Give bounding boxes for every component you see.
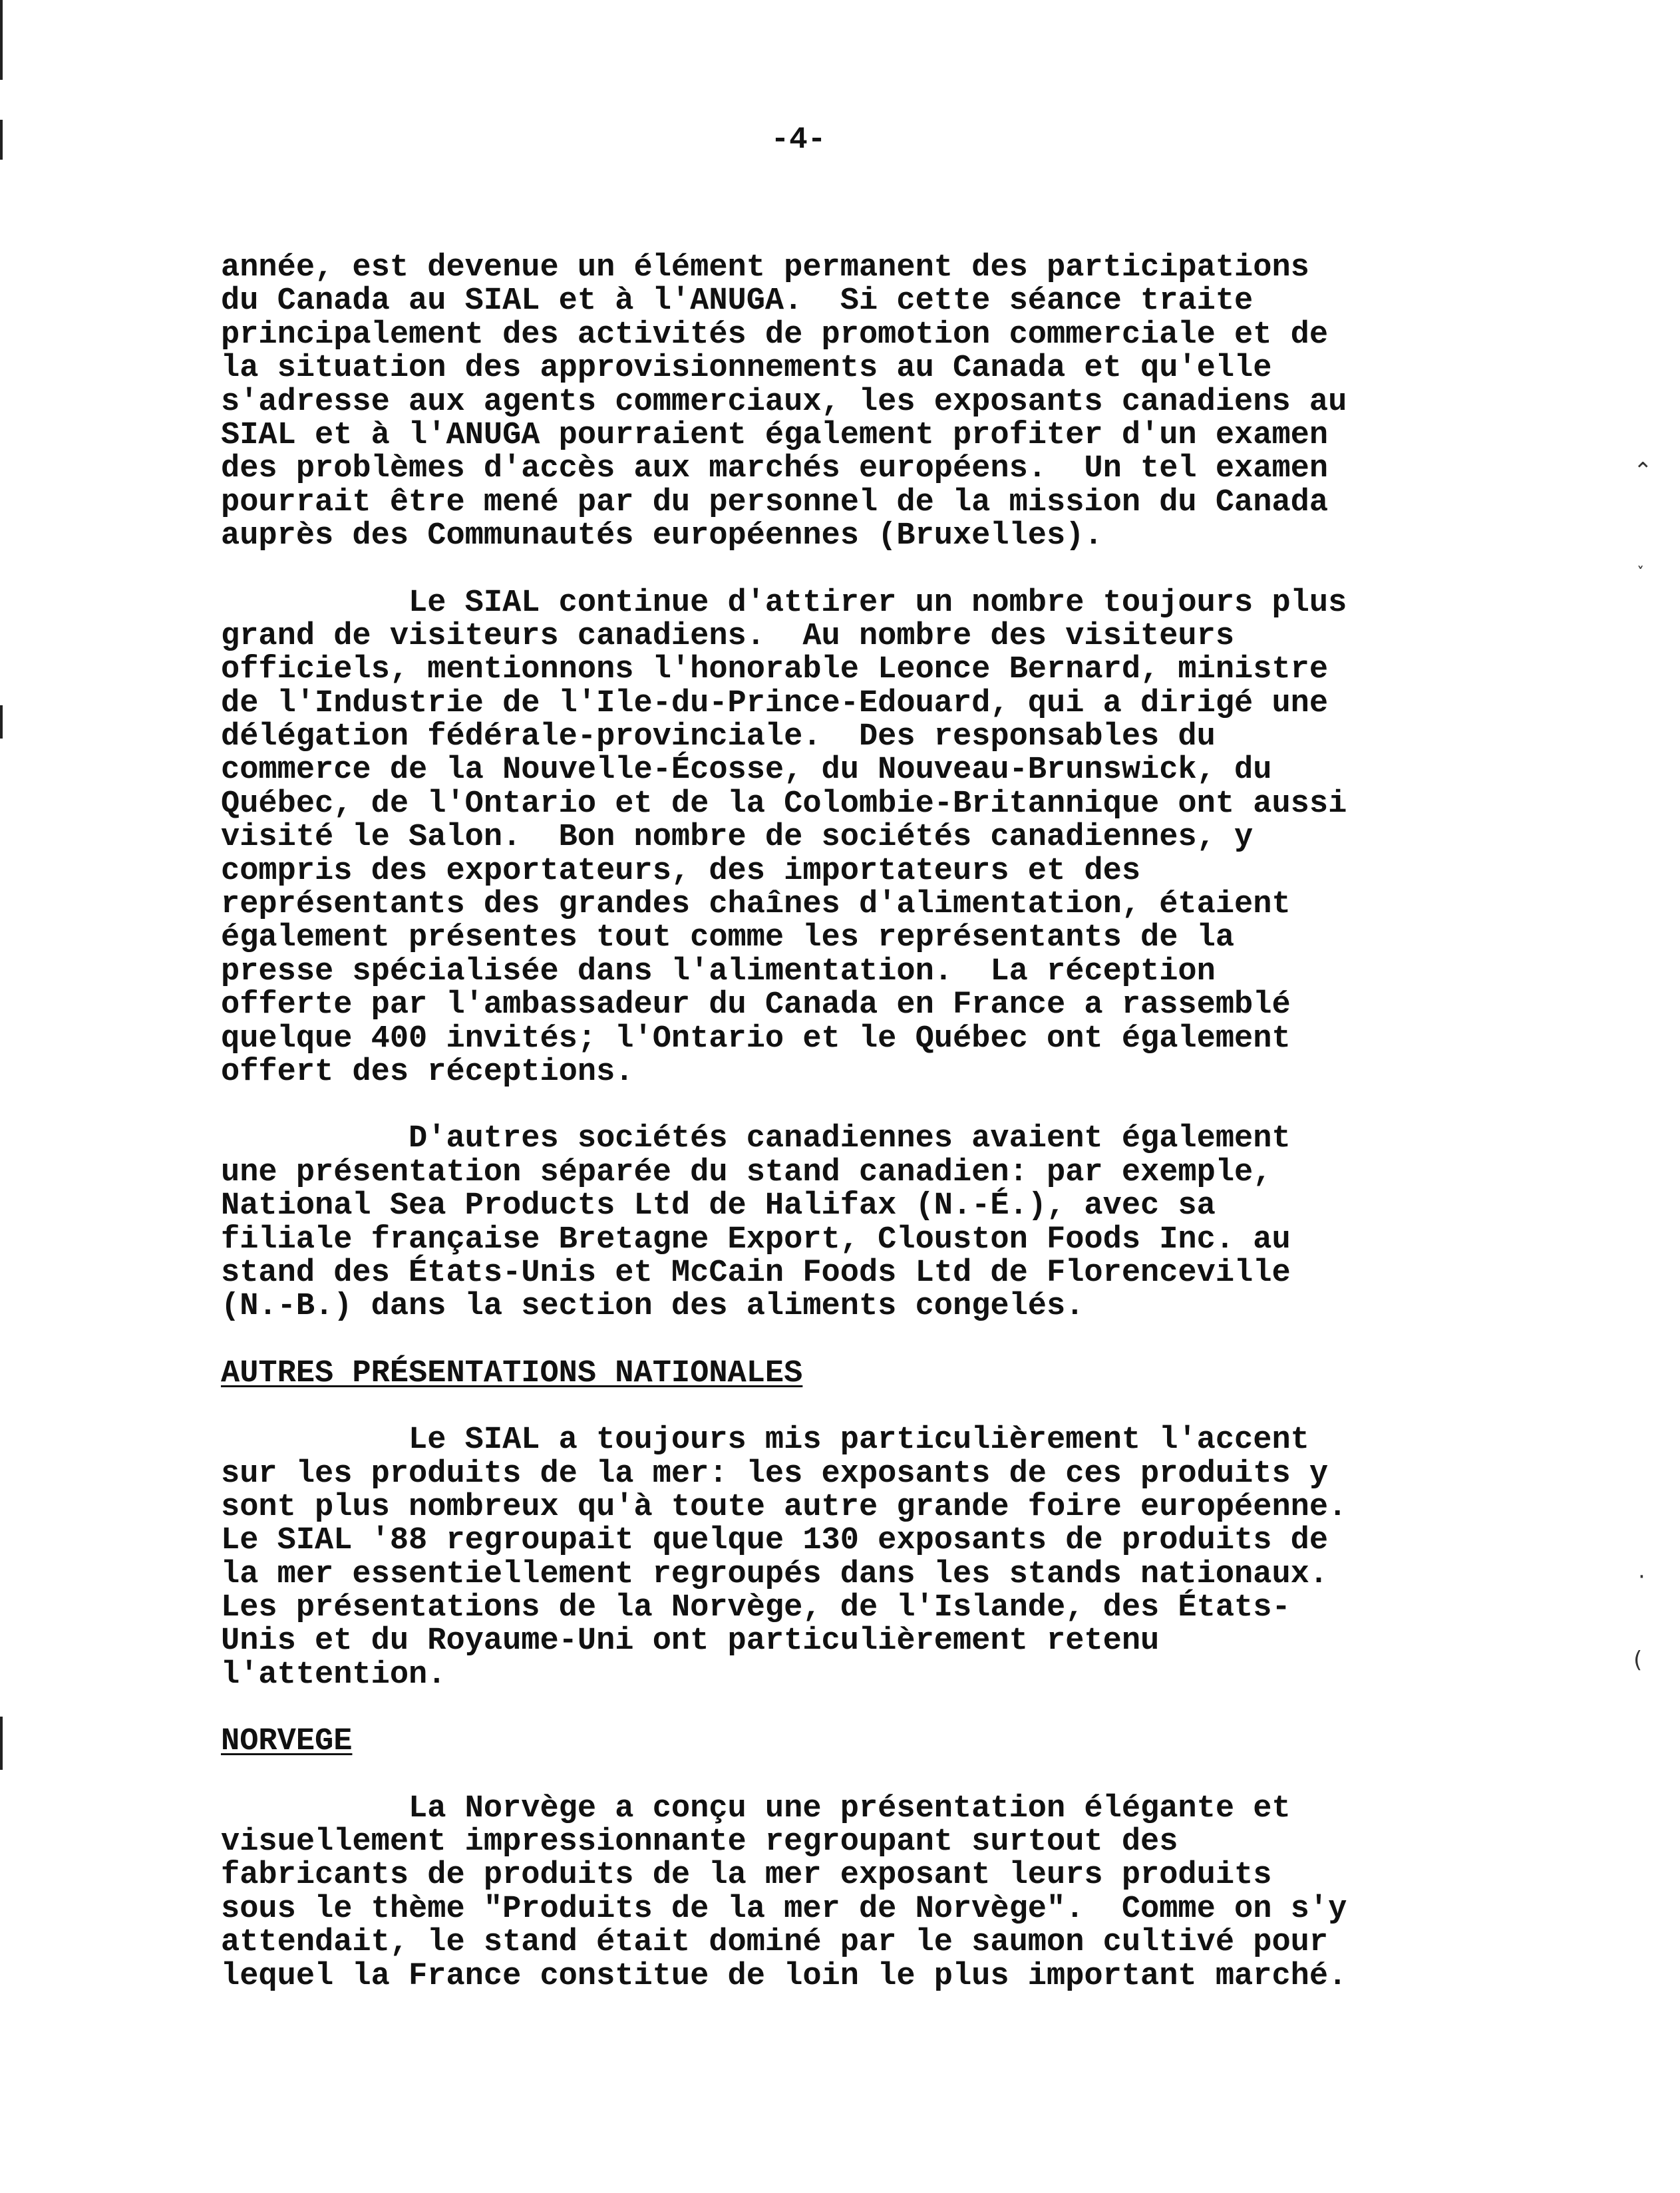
text-line: La Norvège a conçu une présentation élégante et <box>221 1790 1291 1826</box>
paragraph <box>221 1424 1412 1692</box>
section-heading-row <box>221 1725 1412 1759</box>
text-line: offert des réceptions. <box>221 1054 634 1090</box>
paragraph <box>221 1122 1412 1323</box>
margin-speck-icon: ( <box>1633 1647 1643 1673</box>
scan-edge-mark <box>0 705 3 739</box>
text-line: une présentation séparée du stand canadien: par exemple, <box>221 1154 1272 1190</box>
text-line: lequel la France constitue de loin le plus important marché. <box>221 1958 1347 1994</box>
text-line: offerte par l'ambassadeur du Canada en France a rassemblé <box>221 987 1291 1023</box>
text-line: année, est devenue un élément permanent des participations <box>221 250 1309 285</box>
text-line: Le SIAL a toujours mis particulièrement l'accent <box>221 1423 1309 1458</box>
margin-speck-icon: · <box>1638 1564 1645 1590</box>
text-line: presse spécialisée dans l'alimentation. La réception <box>221 953 1216 989</box>
text-line: Unis et du Royaume-Uni ont particulièrement retenu <box>221 1623 1160 1659</box>
text-line: représentants des grandes chaînes d'alimentation, étaient <box>221 887 1291 923</box>
text-line: officiels, mentionnons l'honorable Leonce Bernard, ministre <box>221 652 1329 688</box>
text-line: sous le thème "Produits de la mer de Norvège". Comme on s'y <box>221 1891 1347 1927</box>
paragraph <box>221 587 1412 1090</box>
text-line: SIAL et à l'ANUGA pourraient également profiter d'un examen <box>221 417 1329 453</box>
text-line: auprès des Communautés européennes (Bruxelles). <box>221 518 1103 554</box>
text-line: (N.-B.) dans la section des aliments congelés. <box>221 1289 1085 1325</box>
text-line: Québec, de l'Ontario et de la Colombie-Britannique ont aussi <box>221 786 1347 822</box>
text-line: de l'Industrie de l'Ile-du-Prince-Edouard, qui a dirigé une <box>221 685 1329 721</box>
text-line: sur les produits de la mer: les exposants de ces produits y <box>221 1456 1329 1492</box>
text-line: également présentes tout comme les représentants de la <box>221 920 1235 956</box>
text-line: Les présentations de la Norvège, de l'Islande, des États- <box>221 1590 1291 1626</box>
text-line: commerce de la Nouvelle-Écosse, du Nouveau-Brunswick, du <box>221 753 1272 788</box>
text-line: attendait, le stand était dominé par le saumon cultivé pour <box>221 1925 1329 1961</box>
text-line: National Sea Products Ltd de Halifax (N.-É.), avec sa <box>221 1188 1216 1224</box>
text-line: pourrait être mené par du personnel de la mission du Canada <box>221 484 1329 520</box>
document-body <box>221 252 1412 2027</box>
text-line: compris des exportateurs, des importateurs et des <box>221 853 1141 889</box>
text-line: Le SIAL '88 regroupait quelque 130 exposants de produits de <box>221 1523 1329 1559</box>
text-line: Le SIAL continue d'attirer un nombre toujours plus <box>221 585 1347 621</box>
page-number: -4- <box>770 122 826 157</box>
text-line: la mer essentiellement regroupés dans les stands nationaux. <box>221 1556 1329 1592</box>
text-line: des problèmes d'accès aux marchés européens. Un tel examen <box>221 451 1329 487</box>
text-line: délégation fédérale-provinciale. Des responsables du <box>221 719 1216 755</box>
text-line: visuellement impressionnante regroupant surtout des <box>221 1824 1178 1860</box>
section-heading: NORVEGE <box>221 1724 353 1760</box>
text-line: la situation des approvisionnements au Canada et qu'elle <box>221 351 1272 387</box>
scan-edge-mark <box>0 0 3 80</box>
text-line: s'adresse aux agents commerciaux, les exposants canadiens au <box>221 384 1347 420</box>
section-heading: AUTRES PRÉSENTATIONS NATIONALES <box>221 1355 803 1391</box>
scan-edge-mark <box>0 1717 3 1770</box>
margin-speck-icon: ˯ <box>1637 544 1645 571</box>
text-line: filiale française Bretagne Export, Clouston Foods Inc. au <box>221 1222 1291 1258</box>
text-line: l'attention. <box>221 1657 446 1693</box>
text-line: quelque 400 invités; l'Ontario et le Québec ont également <box>221 1021 1291 1057</box>
text-line: stand des États-Unis et McCain Foods Ltd de Florenceville <box>221 1255 1291 1291</box>
text-line: sont plus nombreux qu'à toute autre grande foire européenne. <box>221 1489 1347 1525</box>
scan-edge-mark <box>0 120 3 160</box>
paragraph <box>221 252 1412 554</box>
text-line: visité le Salon. Bon nombre de sociétés canadiennes, y <box>221 820 1254 856</box>
text-line: principalement des activités de promotion commerciale et de <box>221 317 1329 353</box>
paragraph <box>221 1792 1412 1993</box>
section-heading-row <box>221 1357 1412 1391</box>
text-line: grand de visiteurs canadiens. Au nombre des visiteurs <box>221 618 1235 654</box>
text-line: du Canada au SIAL et à l'ANUGA. Si cette séance traite <box>221 283 1254 319</box>
margin-speck-icon: ⌃ <box>1633 458 1653 484</box>
text-line: fabricants de produits de la mer exposant leurs produits <box>221 1858 1272 1894</box>
text-line: D'autres sociétés canadiennes avaient également <box>221 1121 1291 1157</box>
